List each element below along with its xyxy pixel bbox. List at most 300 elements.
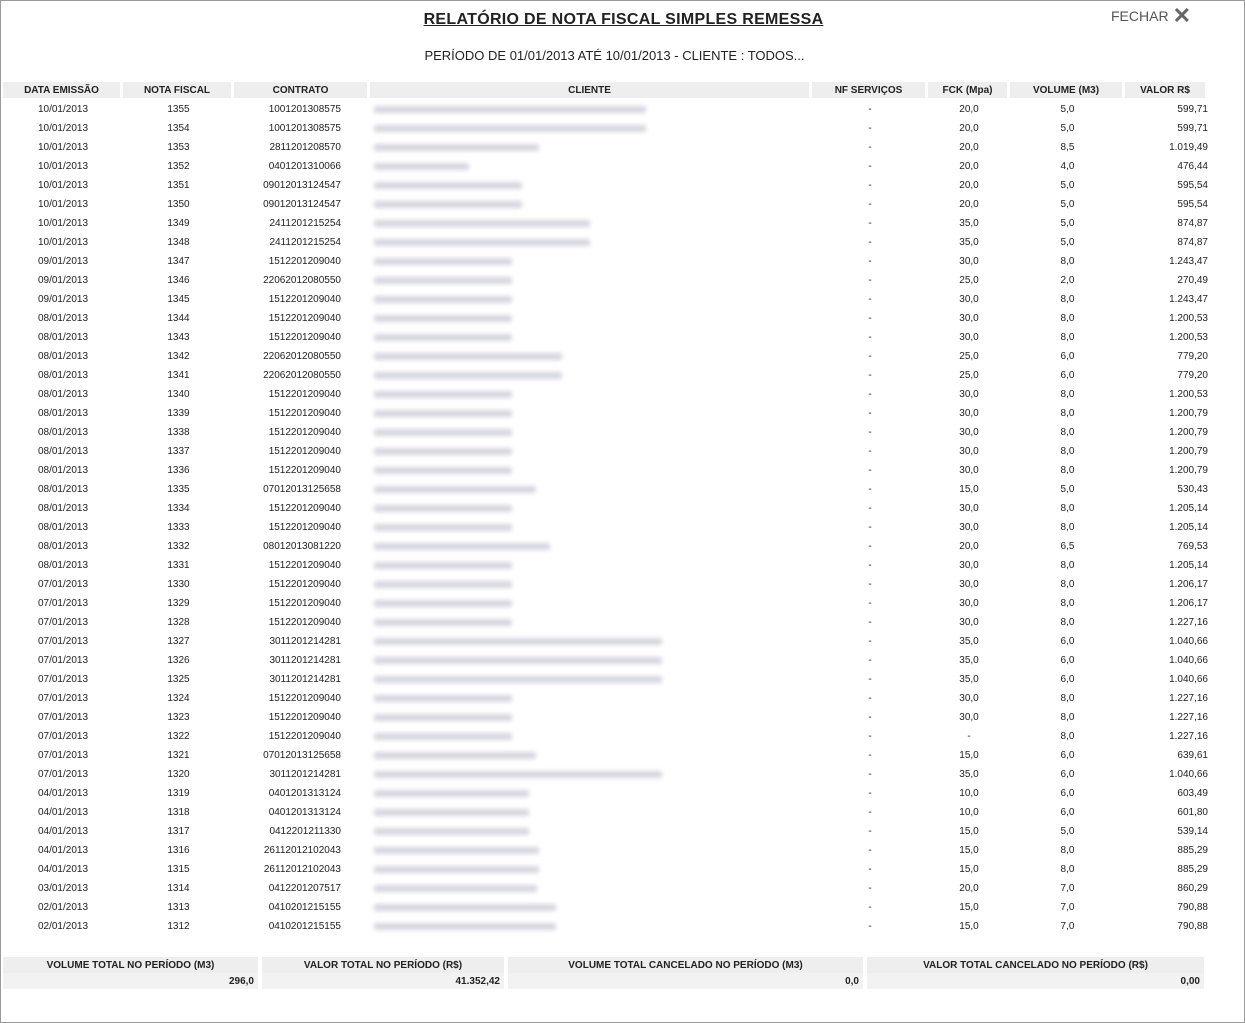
cell-valor: 1.200,79 — [1169, 408, 1208, 419]
redacted-client-name — [374, 163, 469, 170]
cell-nf-servicos: - — [868, 275, 872, 286]
table-row — [3, 347, 1208, 366]
table-row — [3, 138, 1208, 157]
cell-fck: 10,0 — [959, 807, 979, 818]
cell-cliente — [370, 138, 812, 157]
cell-contrato: 07012013125658 — [263, 484, 341, 495]
cell-valor: 1.227,16 — [1169, 731, 1208, 742]
cell-data-emissao: 09/01/2013 — [37, 275, 89, 286]
cell-valor: 1.019,49 — [1169, 142, 1208, 153]
cell-contrato: 2811201208570 — [269, 142, 341, 153]
redacted-client-name — [374, 771, 662, 778]
cell-nota-fiscal: 1344 — [167, 313, 190, 324]
cell-fck: 15,0 — [959, 902, 979, 913]
redacted-client-name — [374, 847, 539, 854]
cell-valor: 1.206,17 — [1169, 598, 1208, 609]
cell-data-emissao: 07/01/2013 — [37, 750, 89, 761]
cell-data-emissao: 08/01/2013 — [37, 332, 89, 343]
close-label: FECHAR — [1111, 8, 1169, 24]
cell-nf-servicos: - — [868, 788, 872, 799]
cell-volume: 6,0 — [1060, 750, 1075, 761]
cell-contrato: 1512201209040 — [268, 617, 341, 628]
cell-nf-servicos: - — [868, 237, 872, 248]
cell-fck: 30,0 — [959, 560, 979, 571]
cell-data-emissao: 08/01/2013 — [37, 427, 89, 438]
cell-data-emissao: 08/01/2013 — [37, 408, 89, 419]
cell-nota-fiscal: 1315 — [167, 864, 190, 875]
cell-nf-servicos: - — [868, 427, 872, 438]
cell-contrato: 09012013124547 — [263, 180, 341, 191]
cell-contrato: 1512201209040 — [268, 256, 341, 267]
cell-nf-servicos: - — [868, 541, 872, 552]
cell-contrato: 22062012080550 — [263, 275, 341, 286]
total-value-label: VALOR TOTAL NO PERÍODO (R$) — [262, 957, 508, 973]
cell-data-emissao: 10/01/2013 — [37, 237, 89, 248]
cell-nf-servicos: - — [868, 617, 872, 628]
cell-valor: 1.205,14 — [1169, 560, 1208, 571]
cell-cliente — [370, 917, 812, 936]
cell-valor: 790,88 — [1177, 921, 1208, 932]
cell-contrato: 1512201209040 — [268, 560, 341, 571]
cell-contrato: 3011201214281 — [269, 674, 341, 685]
cell-contrato: 1512201209040 — [268, 446, 341, 457]
cell-valor: 595,54 — [1177, 199, 1208, 210]
cell-volume: 6,0 — [1060, 769, 1075, 780]
cell-nota-fiscal: 1321 — [167, 750, 190, 761]
cell-valor: 1.040,66 — [1169, 655, 1208, 666]
cell-cliente — [370, 195, 812, 214]
cell-cliente — [370, 100, 812, 119]
table-row — [3, 100, 1208, 119]
report-title-text: RELATÓRIO DE NOTA FISCAL SIMPLES REMESSA — [423, 11, 824, 28]
totals-values-row — [3, 973, 1208, 989]
report-title — [1, 11, 1245, 29]
table-row — [3, 252, 1208, 271]
cell-valor: 769,53 — [1177, 541, 1208, 552]
cell-contrato: 26112012102043 — [263, 864, 341, 875]
cell-nf-servicos: - — [868, 845, 872, 856]
cell-volume: 8,0 — [1060, 427, 1075, 438]
cell-nf-servicos: - — [868, 389, 872, 400]
cell-fck: 15,0 — [959, 921, 979, 932]
cell-data-emissao: 04/01/2013 — [37, 807, 89, 818]
cell-data-emissao: 10/01/2013 — [37, 199, 89, 210]
cell-fck: 15,0 — [959, 826, 979, 837]
cell-nota-fiscal: 1335 — [167, 484, 190, 495]
cell-valor: 1.227,16 — [1169, 693, 1208, 704]
cell-nf-servicos: - — [868, 313, 872, 324]
cell-volume: 2,0 — [1060, 275, 1075, 286]
cell-valor: 1.040,66 — [1169, 769, 1208, 780]
cell-data-emissao: 07/01/2013 — [37, 598, 89, 609]
cell-nf-servicos: - — [868, 826, 872, 837]
cell-fck: 20,0 — [959, 123, 979, 134]
cell-volume: 8,0 — [1060, 579, 1075, 590]
cell-volume: 6,0 — [1060, 655, 1075, 666]
cell-volume: 5,0 — [1060, 123, 1075, 134]
redacted-client-name — [374, 828, 529, 835]
cell-nota-fiscal: 1352 — [167, 161, 190, 172]
cell-nf-servicos: - — [868, 560, 872, 571]
cell-volume: 7,0 — [1060, 902, 1075, 913]
cell-contrato: 3011201214281 — [269, 769, 341, 780]
cell-valor: 476,44 — [1177, 161, 1208, 172]
cell-volume: 8,0 — [1060, 693, 1075, 704]
cell-contrato: 1512201209040 — [268, 389, 341, 400]
table-row — [3, 765, 1208, 784]
cell-cliente — [370, 689, 812, 708]
redacted-client-name — [374, 866, 539, 873]
cell-nota-fiscal: 1351 — [167, 180, 190, 191]
cell-volume: 6,0 — [1060, 674, 1075, 685]
redacted-client-name — [374, 467, 512, 474]
cell-nota-fiscal: 1314 — [167, 883, 190, 894]
cell-volume: 8,0 — [1060, 712, 1075, 723]
cell-nota-fiscal: 1317 — [167, 826, 190, 837]
cell-data-emissao: 08/01/2013 — [37, 484, 89, 495]
cell-cliente — [370, 613, 812, 632]
cell-nf-servicos: - — [868, 465, 872, 476]
cell-fck: 20,0 — [959, 883, 979, 894]
redacted-client-name — [374, 809, 529, 816]
table-row — [3, 841, 1208, 860]
cell-nf-servicos: - — [868, 807, 872, 818]
cell-data-emissao: 04/01/2013 — [37, 845, 89, 856]
table-row — [3, 119, 1208, 138]
cell-nf-servicos: - — [868, 503, 872, 514]
cell-volume: 8,0 — [1060, 864, 1075, 875]
cell-nf-servicos: - — [868, 370, 872, 381]
table-row — [3, 290, 1208, 309]
total-volume-value: 296,0 — [3, 973, 262, 989]
cell-contrato: 1512201209040 — [268, 731, 341, 742]
cell-fck: 30,0 — [959, 712, 979, 723]
redacted-client-name — [374, 543, 550, 550]
table-row — [3, 898, 1208, 917]
cell-contrato: 1512201209040 — [268, 294, 341, 305]
table-row — [3, 746, 1208, 765]
cell-valor: 1.205,14 — [1169, 522, 1208, 533]
cell-nota-fiscal: 1324 — [167, 693, 190, 704]
cell-fck: 30,0 — [959, 617, 979, 628]
cell-volume: 8,0 — [1060, 256, 1075, 267]
cell-nf-servicos: - — [868, 199, 872, 210]
cell-valor: 599,71 — [1177, 123, 1208, 134]
cell-nota-fiscal: 1313 — [167, 902, 190, 913]
cell-nota-fiscal: 1323 — [167, 712, 190, 723]
table-row — [3, 366, 1208, 385]
cell-cliente — [370, 252, 812, 271]
cell-nf-servicos: - — [868, 598, 872, 609]
cell-fck: 30,0 — [959, 522, 979, 533]
redacted-client-name — [374, 923, 556, 930]
redacted-client-name — [374, 391, 512, 398]
cell-nf-servicos: - — [868, 123, 872, 134]
redacted-client-name — [374, 600, 512, 607]
table-row — [3, 651, 1208, 670]
cell-nota-fiscal: 1343 — [167, 332, 190, 343]
cell-data-emissao: 08/01/2013 — [37, 560, 89, 571]
cell-volume: 8,0 — [1060, 503, 1075, 514]
cell-nf-servicos: - — [868, 693, 872, 704]
cell-valor: 601,80 — [1177, 807, 1208, 818]
cell-nf-servicos: - — [868, 180, 872, 191]
cell-nota-fiscal: 1336 — [167, 465, 190, 476]
cell-valor: 603,49 — [1177, 788, 1208, 799]
cell-contrato: 22062012080550 — [263, 351, 341, 362]
cell-volume: 7,0 — [1060, 921, 1075, 932]
cell-volume: 8,0 — [1060, 598, 1075, 609]
cell-valor: 1.040,66 — [1169, 636, 1208, 647]
cell-cliente — [370, 746, 812, 765]
cell-data-emissao: 10/01/2013 — [37, 161, 89, 172]
cell-data-emissao: 07/01/2013 — [37, 712, 89, 723]
cell-cliente — [370, 670, 812, 689]
redacted-client-name — [374, 182, 522, 189]
cell-volume: 6,0 — [1060, 807, 1075, 818]
cell-nota-fiscal: 1347 — [167, 256, 190, 267]
cell-nota-fiscal: 1333 — [167, 522, 190, 533]
redacted-client-name — [374, 144, 539, 151]
redacted-client-name — [374, 581, 512, 588]
cell-cliente — [370, 309, 812, 328]
cell-fck: 30,0 — [959, 389, 979, 400]
cell-nota-fiscal: 1318 — [167, 807, 190, 818]
cell-nota-fiscal: 1330 — [167, 579, 190, 590]
cell-cliente — [370, 461, 812, 480]
cell-nf-servicos: - — [868, 446, 872, 457]
cell-volume: 5,0 — [1060, 104, 1075, 115]
cell-fck: 30,0 — [959, 427, 979, 438]
table-row — [3, 613, 1208, 632]
cell-nota-fiscal: 1354 — [167, 123, 190, 134]
cell-contrato: 0401201313124 — [268, 788, 341, 799]
total-cancelled-value-value: 0,00 — [867, 973, 1208, 989]
cell-contrato: 1512201209040 — [268, 598, 341, 609]
cell-cliente — [370, 765, 812, 784]
col-header-cliente: CLIENTE — [370, 82, 812, 100]
close-icon: ✕ — [1172, 3, 1191, 28]
table-row — [3, 214, 1208, 233]
cell-volume: 8,0 — [1060, 389, 1075, 400]
cell-nota-fiscal: 1340 — [167, 389, 190, 400]
cell-nota-fiscal: 1316 — [167, 845, 190, 856]
cell-contrato: 2411201215254 — [269, 218, 341, 229]
cell-volume: 6,0 — [1060, 351, 1075, 362]
table-row — [3, 575, 1208, 594]
cell-volume: 8,0 — [1060, 408, 1075, 419]
redacted-client-name — [374, 885, 537, 892]
cell-nota-fiscal: 1349 — [167, 218, 190, 229]
cell-valor: 779,20 — [1177, 370, 1208, 381]
cell-data-emissao: 08/01/2013 — [37, 446, 89, 457]
cell-data-emissao: 07/01/2013 — [37, 731, 89, 742]
cell-contrato: 1512201209040 — [268, 712, 341, 723]
total-cancelled-volume-label: VOLUME TOTAL CANCELADO NO PERÍODO (M3) — [508, 957, 867, 973]
table-row — [3, 879, 1208, 898]
redacted-client-name — [374, 334, 512, 341]
cell-fck: 20,0 — [959, 199, 979, 210]
cell-volume: 6,0 — [1060, 788, 1075, 799]
cell-valor: 1.200,79 — [1169, 446, 1208, 457]
cell-volume: 5,0 — [1060, 826, 1075, 837]
cell-nota-fiscal: 1326 — [167, 655, 190, 666]
redacted-client-name — [374, 790, 529, 797]
total-cancelled-value-label: VALOR TOTAL CANCELADO NO PERÍODO (R$) — [867, 957, 1208, 973]
cell-nota-fiscal: 1345 — [167, 294, 190, 305]
cell-nf-servicos: - — [868, 636, 872, 647]
cell-cliente — [370, 328, 812, 347]
cell-fck: 35,0 — [959, 636, 979, 647]
redacted-client-name — [374, 448, 512, 455]
cell-volume: 8,0 — [1060, 294, 1075, 305]
table-row — [3, 385, 1208, 404]
cell-nf-servicos: - — [868, 864, 872, 875]
cell-data-emissao: 07/01/2013 — [37, 693, 89, 704]
cell-nota-fiscal: 1322 — [167, 731, 190, 742]
cell-cliente — [370, 860, 812, 879]
cell-cliente — [370, 119, 812, 138]
cell-nf-servicos: - — [868, 883, 872, 894]
table-row — [3, 860, 1208, 879]
col-header-nf-servicos: NF SERVIÇOS — [812, 82, 928, 100]
cell-nf-servicos: - — [868, 674, 872, 685]
cell-valor: 1.227,16 — [1169, 617, 1208, 628]
cell-valor: 860,29 — [1177, 883, 1208, 894]
cell-volume: 8,0 — [1060, 522, 1075, 533]
cell-contrato: 0410201215155 — [268, 902, 341, 913]
cell-volume: 8,0 — [1060, 731, 1075, 742]
cell-nota-fiscal: 1328 — [167, 617, 190, 628]
cell-nota-fiscal: 1355 — [167, 104, 190, 115]
cell-valor: 1.200,53 — [1169, 313, 1208, 324]
cell-nota-fiscal: 1319 — [167, 788, 190, 799]
cell-cliente — [370, 290, 812, 309]
cell-contrato: 0412201211330 — [269, 826, 341, 837]
cell-fck: 15,0 — [959, 864, 979, 875]
redacted-client-name — [374, 486, 536, 493]
cell-nf-servicos: - — [868, 408, 872, 419]
cell-cliente — [370, 841, 812, 860]
cell-fck: 35,0 — [959, 237, 979, 248]
redacted-client-name — [374, 353, 562, 360]
cell-contrato: 0412201207517 — [268, 883, 341, 894]
totals-header-row — [3, 957, 1208, 973]
redacted-client-name — [374, 695, 512, 702]
report-table — [3, 82, 1208, 936]
cell-cliente — [370, 708, 812, 727]
cell-fck: 30,0 — [959, 332, 979, 343]
cell-nf-servicos: - — [868, 256, 872, 267]
cell-fck: 35,0 — [959, 769, 979, 780]
redacted-client-name — [374, 277, 512, 284]
cell-nota-fiscal: 1329 — [167, 598, 190, 609]
cell-volume: 8,5 — [1060, 142, 1075, 153]
cell-fck: 20,0 — [959, 180, 979, 191]
cell-valor: 874,87 — [1177, 218, 1208, 229]
redacted-client-name — [374, 372, 562, 379]
redacted-client-name — [374, 410, 512, 417]
col-header-nota-fiscal: NOTA FISCAL — [123, 82, 234, 100]
total-value-value: 41.352,42 — [262, 973, 508, 989]
cell-data-emissao: 08/01/2013 — [37, 313, 89, 324]
cell-fck: 20,0 — [959, 104, 979, 115]
cell-volume: 5,0 — [1060, 237, 1075, 248]
report-table-body — [3, 100, 1208, 936]
cell-volume: 5,0 — [1060, 484, 1075, 495]
cell-fck: - — [967, 731, 971, 742]
cell-valor: 1.040,66 — [1169, 674, 1208, 685]
cell-volume: 5,0 — [1060, 218, 1075, 229]
redacted-client-name — [374, 106, 646, 113]
cell-nota-fiscal: 1327 — [167, 636, 190, 647]
cell-nota-fiscal: 1320 — [167, 769, 190, 780]
cell-contrato: 1001201308575 — [268, 123, 341, 134]
table-row — [3, 499, 1208, 518]
cell-nota-fiscal: 1341 — [167, 370, 190, 381]
cell-contrato: 1512201209040 — [268, 408, 341, 419]
cell-volume: 8,0 — [1060, 313, 1075, 324]
cell-valor: 1.205,14 — [1169, 503, 1208, 514]
cell-valor: 1.243,47 — [1169, 256, 1208, 267]
cell-cliente — [370, 784, 812, 803]
cell-cliente — [370, 442, 812, 461]
table-row — [3, 309, 1208, 328]
cell-cliente — [370, 214, 812, 233]
table-row — [3, 404, 1208, 423]
cell-nf-servicos: - — [868, 769, 872, 780]
total-volume-label: VOLUME TOTAL NO PERÍODO (M3) — [3, 957, 262, 973]
table-row — [3, 803, 1208, 822]
cell-valor: 270,49 — [1177, 275, 1208, 286]
cell-fck: 30,0 — [959, 693, 979, 704]
redacted-client-name — [374, 714, 512, 721]
table-row — [3, 822, 1208, 841]
cell-fck: 30,0 — [959, 579, 979, 590]
cell-cliente — [370, 157, 812, 176]
cell-nota-fiscal: 1337 — [167, 446, 190, 457]
table-row — [3, 423, 1208, 442]
table-row — [3, 271, 1208, 290]
cell-volume: 4,0 — [1060, 161, 1075, 172]
table-row — [3, 195, 1208, 214]
cell-cliente — [370, 537, 812, 556]
cell-cliente — [370, 385, 812, 404]
cell-cliente — [370, 233, 812, 252]
redacted-client-name — [374, 733, 512, 740]
cell-nota-fiscal: 1350 — [167, 199, 190, 210]
cell-nf-servicos: - — [868, 902, 872, 913]
table-row — [3, 708, 1208, 727]
cell-fck: 25,0 — [959, 275, 979, 286]
cell-contrato: 1001201308575 — [268, 104, 341, 115]
cell-contrato: 1512201209040 — [268, 522, 341, 533]
cell-contrato: 1512201209040 — [268, 313, 341, 324]
cell-cliente — [370, 898, 812, 917]
total-cancelled-volume-value: 0,0 — [508, 973, 867, 989]
col-header-volume: VOLUME (M3) — [1010, 82, 1125, 100]
close-button[interactable] — [1111, 3, 1191, 28]
redacted-client-name — [374, 562, 512, 569]
table-row — [3, 328, 1208, 347]
cell-volume: 8,0 — [1060, 446, 1075, 457]
cell-contrato: 26112012102043 — [263, 845, 341, 856]
cell-fck: 30,0 — [959, 256, 979, 267]
cell-fck: 30,0 — [959, 598, 979, 609]
table-row — [3, 461, 1208, 480]
cell-contrato: 2411201215254 — [269, 237, 341, 248]
table-row — [3, 594, 1208, 613]
